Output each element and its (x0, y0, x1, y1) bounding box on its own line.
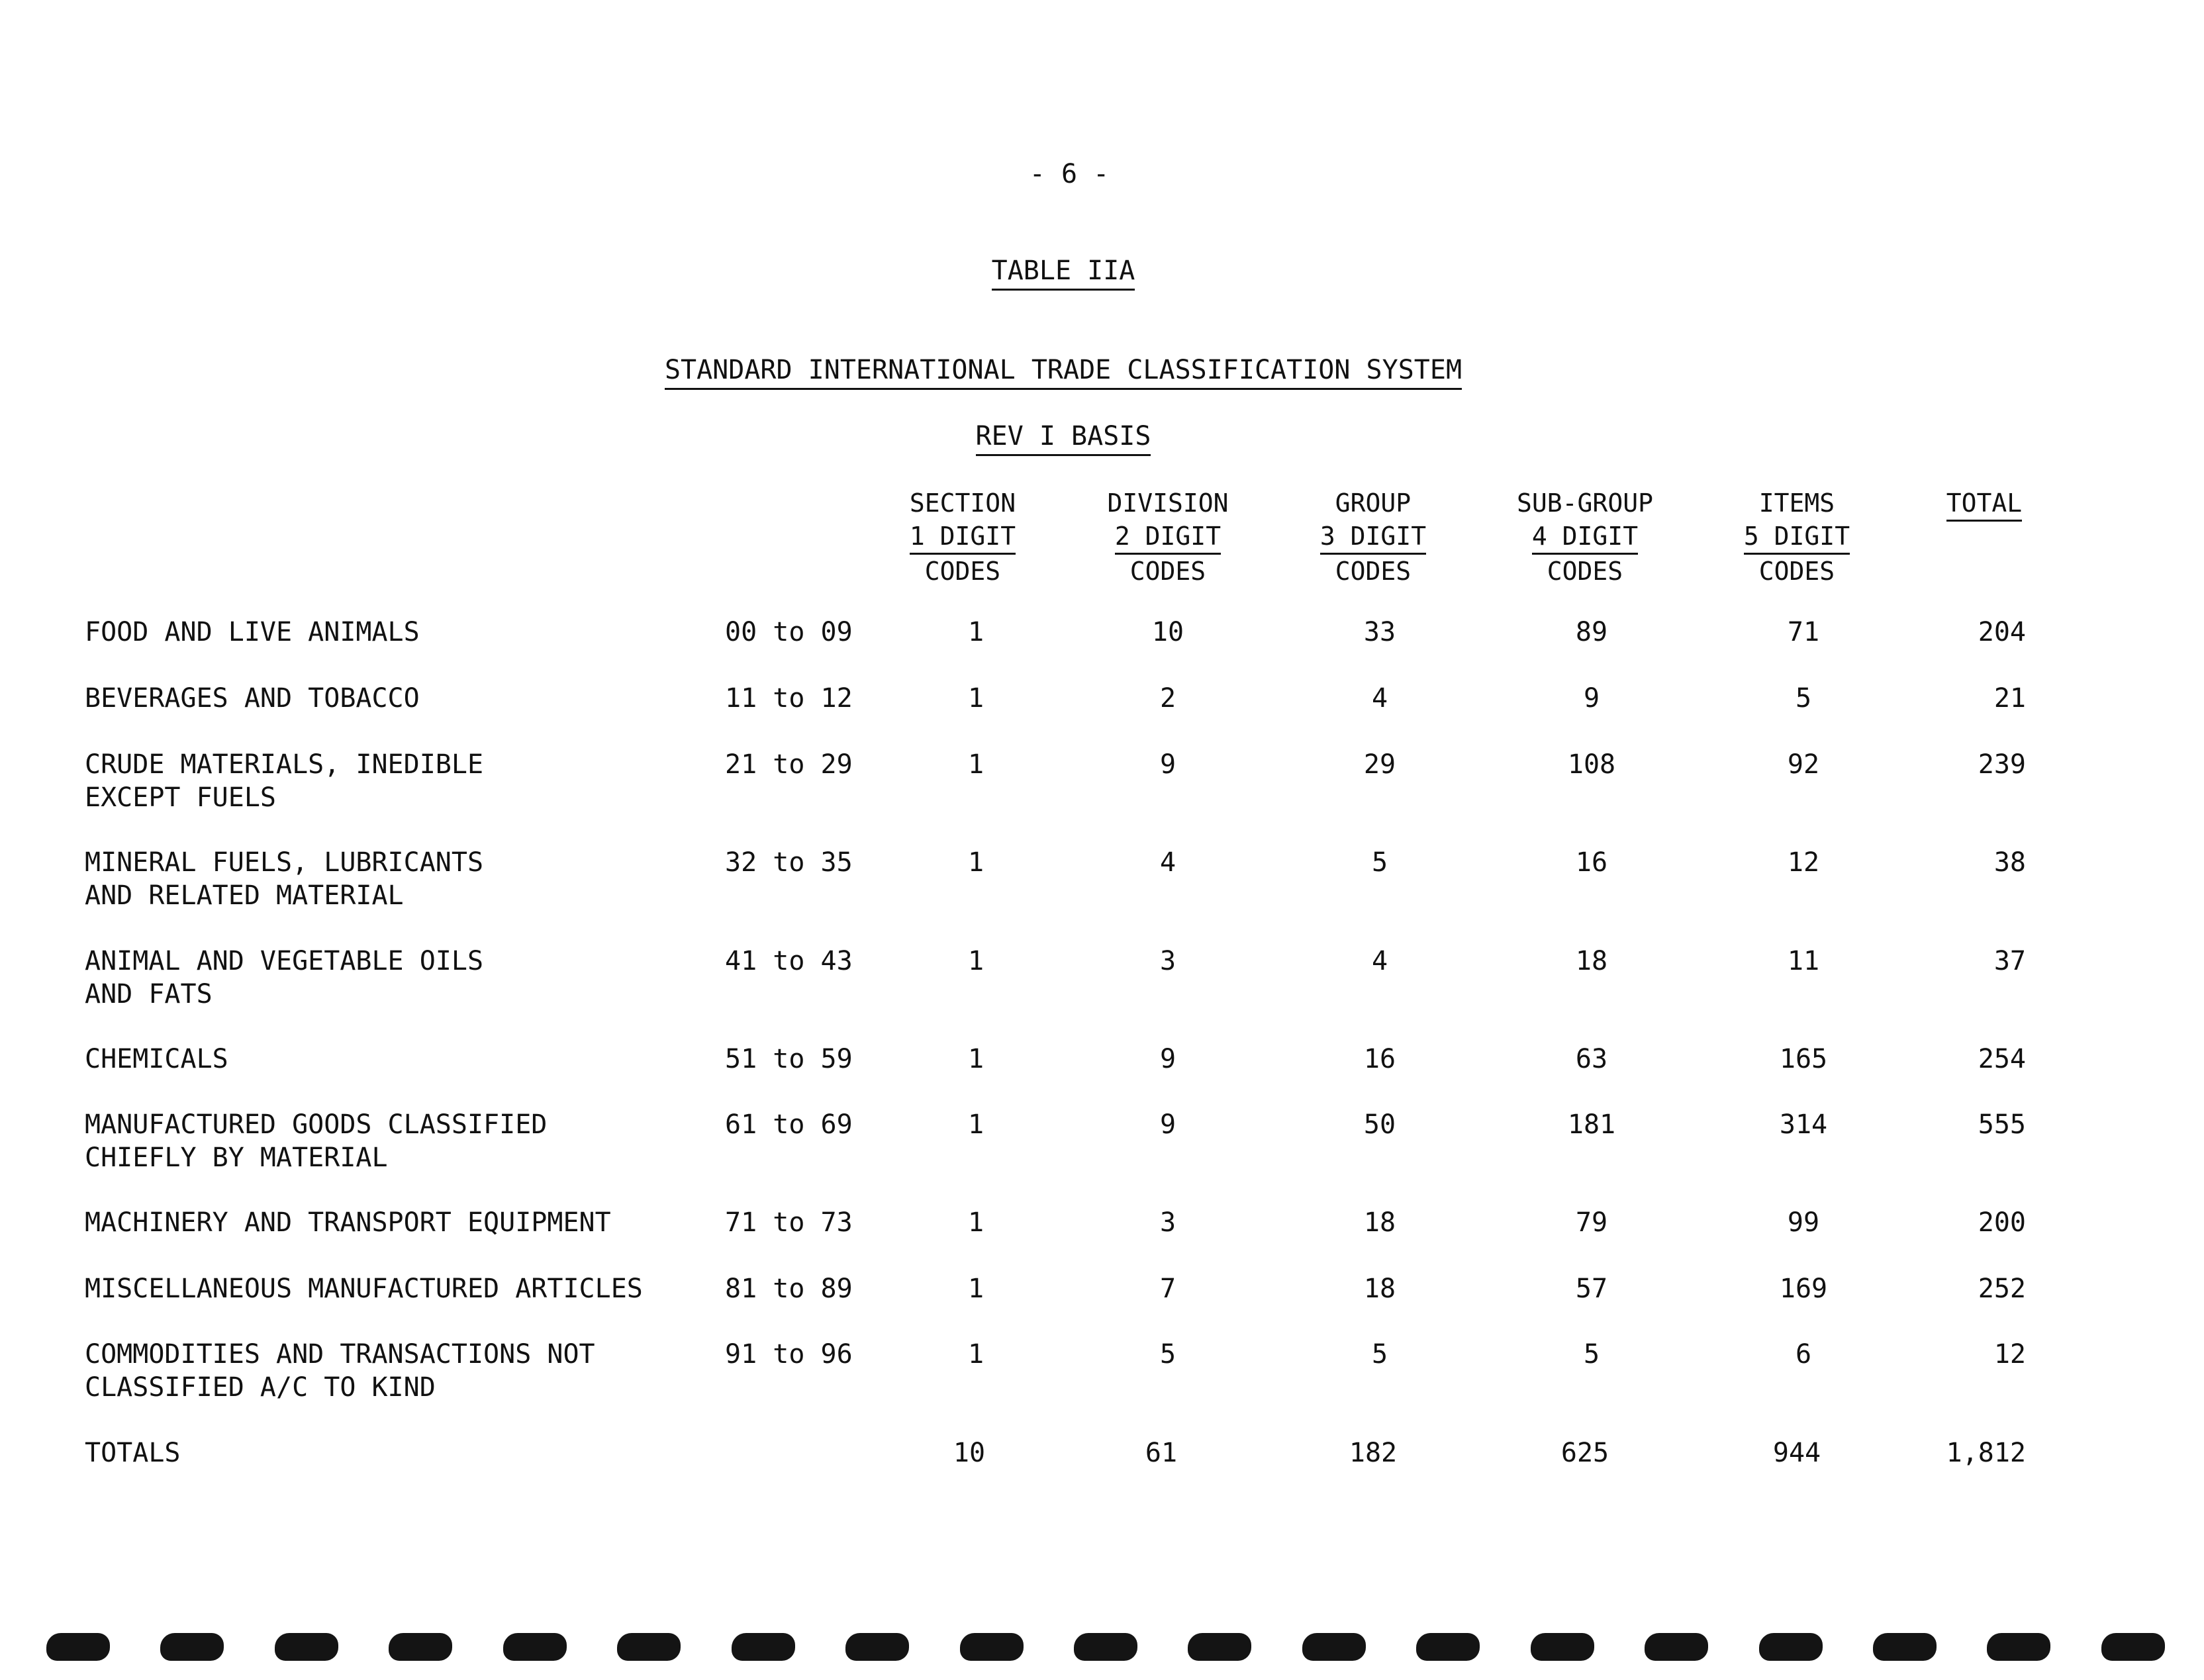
row-total: 254 (1978, 1044, 2026, 1074)
subgroup-count: 5 (1583, 1339, 1600, 1370)
division-count: 2 (1159, 683, 1176, 714)
scan-mark (1416, 1633, 1480, 1661)
table-row (0, 1206, 2204, 1279)
division-count: 10 (1151, 617, 1184, 647)
row-label: COMMODITIES AND TRANSACTIONS NOT CLASSIFIED A/C TO KIND (85, 1339, 595, 1403)
system-title: STANDARD INTERNATIONAL TRADE CLASSIFICATION SYSTEM (665, 355, 1462, 390)
row-total: 200 (1978, 1207, 2026, 1238)
items-count: 165 (1779, 1044, 1828, 1074)
items-count: 314 (1779, 1109, 1828, 1140)
items-total: 944 (1772, 1438, 1821, 1468)
code-range: 11 to 12 (725, 683, 853, 714)
scan-mark (1074, 1633, 1137, 1661)
column-header-line3: CODES (1758, 557, 1835, 586)
section-count: 1 (967, 1044, 984, 1074)
scan-mark (1645, 1633, 1708, 1661)
row-total: 555 (1978, 1109, 2026, 1140)
grand-total: 1,812 (1946, 1438, 2026, 1468)
column-header-division (1088, 487, 1247, 588)
subgroup-count: 57 (1575, 1274, 1608, 1304)
section-count: 1 (967, 749, 984, 780)
section-count: 1 (967, 1207, 984, 1238)
scan-mark (960, 1633, 1024, 1661)
code-range: 81 to 89 (725, 1274, 853, 1304)
table-row (0, 1043, 2204, 1115)
items-count: 11 (1787, 946, 1820, 976)
scan-mark (275, 1633, 338, 1661)
column-header-group (1300, 487, 1446, 588)
column-header-line1: SECTION (909, 489, 1016, 518)
scan-mark (1188, 1633, 1251, 1661)
column-header-subgroup (1506, 487, 1664, 588)
column-header-line2: 3 DIGIT (1320, 520, 1426, 555)
table-row (0, 1272, 2204, 1345)
subgroup-count: 89 (1575, 617, 1608, 647)
table-title-wrap (0, 256, 2127, 291)
column-header-line2: 5 DIGIT (1744, 520, 1850, 555)
group-count: 50 (1363, 1109, 1396, 1140)
division-count: 7 (1159, 1274, 1176, 1304)
column-header-line1: GROUP (1335, 489, 1412, 518)
items-count: 71 (1787, 617, 1820, 647)
subgroup-count: 79 (1575, 1207, 1608, 1238)
division-total: 61 (1145, 1438, 1178, 1468)
row-total: 12 (1993, 1339, 2026, 1370)
subgroup-count: 18 (1575, 946, 1608, 976)
section-count: 1 (967, 1339, 984, 1370)
column-header-line2: 2 DIGIT (1115, 520, 1221, 555)
group-count: 16 (1363, 1044, 1396, 1074)
code-range: 91 to 96 (725, 1339, 853, 1370)
system-title-wrap (0, 355, 2127, 390)
row-total: 21 (1993, 683, 2026, 714)
row-label: MANUFACTURED GOODS CLASSIFIED CHIEFLY BY MATERIAL (85, 1109, 548, 1173)
scan-mark (1759, 1633, 1823, 1661)
division-count: 9 (1159, 749, 1176, 780)
group-count: 4 (1371, 683, 1388, 714)
division-count: 3 (1159, 1207, 1176, 1238)
row-total: 37 (1993, 946, 2026, 976)
subgroup-count: 63 (1575, 1044, 1608, 1074)
scan-mark (1987, 1633, 2050, 1661)
row-label: MINERAL FUELS, LUBRICANTS AND RELATED MATERIAL (85, 847, 484, 911)
section-count: 1 (967, 946, 984, 976)
table-row (0, 945, 2204, 1017)
column-header-line2: TOTAL (1946, 487, 2022, 522)
row-label: BEVERAGES AND TOBACCO (85, 683, 420, 714)
page-number: - 6 - (1029, 159, 1110, 189)
basis-title: REV I BASIS (976, 421, 1151, 456)
code-range: 41 to 43 (725, 946, 853, 976)
row-label: CRUDE MATERIALS, INEDIBLE EXCEPT FUELS (85, 749, 484, 813)
group-count: 5 (1371, 847, 1388, 878)
scan-mark (732, 1633, 795, 1661)
table-title: TABLE IIA (992, 256, 1135, 291)
table-row (0, 1338, 2204, 1411)
subgroup-count: 16 (1575, 847, 1608, 878)
column-header-line3: CODES (924, 557, 1001, 586)
row-label: MACHINERY AND TRANSPORT EQUIPMENT (85, 1207, 611, 1238)
column-header-line1: SUB-GROUP (1517, 489, 1653, 518)
scan-mark (617, 1633, 681, 1661)
table-row (0, 846, 2204, 919)
column-header-line3: CODES (1129, 557, 1206, 586)
group-total: 182 (1349, 1438, 1398, 1468)
column-header-line1: ITEMS (1758, 489, 1835, 518)
group-count: 29 (1363, 749, 1396, 780)
scan-mark (1873, 1633, 1937, 1661)
scan-mark (46, 1633, 110, 1661)
column-header-line1: DIVISION (1107, 489, 1229, 518)
items-count: 99 (1787, 1207, 1820, 1238)
scan-mark (503, 1633, 567, 1661)
row-total: 38 (1993, 847, 2026, 878)
division-count: 5 (1159, 1339, 1176, 1370)
column-header-section (896, 487, 1029, 588)
scan-mark (160, 1633, 224, 1661)
subgroup-count: 181 (1567, 1109, 1616, 1140)
basis-title-wrap (0, 421, 2127, 456)
scan-mark (1302, 1633, 1366, 1661)
items-count: 92 (1787, 749, 1820, 780)
scan-mark (845, 1633, 909, 1661)
scan-mark (2101, 1633, 2165, 1661)
subgroup-count: 108 (1567, 749, 1616, 780)
column-header-total (1928, 487, 2040, 522)
column-header-line2: 1 DIGIT (910, 520, 1016, 555)
table-row (0, 1108, 2204, 1181)
group-count: 18 (1363, 1274, 1396, 1304)
column-header-line3: CODES (1547, 557, 1623, 586)
scan-mark (1531, 1633, 1594, 1661)
division-count: 4 (1159, 847, 1176, 878)
scan-mark (389, 1633, 452, 1661)
group-count: 4 (1371, 946, 1388, 976)
row-label: FOOD AND LIVE ANIMALS (85, 617, 420, 647)
section-count: 1 (967, 617, 984, 647)
column-header-line2: 4 DIGIT (1532, 520, 1638, 555)
division-count: 3 (1159, 946, 1176, 976)
code-range: 71 to 73 (725, 1207, 853, 1238)
items-count: 6 (1795, 1339, 1812, 1370)
items-count: 169 (1779, 1274, 1828, 1304)
section-count: 1 (967, 847, 984, 878)
section-count: 1 (967, 683, 984, 714)
code-range: 21 to 29 (725, 749, 853, 780)
subgroup-total: 625 (1560, 1438, 1609, 1468)
items-count: 12 (1787, 847, 1820, 878)
division-count: 9 (1159, 1044, 1176, 1074)
subgroup-count: 9 (1583, 683, 1600, 714)
row-label: ANIMAL AND VEGETABLE OILS AND FATS (85, 946, 484, 1009)
row-total: 204 (1978, 617, 2026, 647)
items-count: 5 (1795, 683, 1812, 714)
group-count: 33 (1363, 617, 1396, 647)
row-total: 252 (1978, 1274, 2026, 1304)
column-header-items (1731, 487, 1863, 588)
totals-row (0, 1436, 2204, 1509)
table-row (0, 616, 2204, 688)
row-total: 239 (1978, 749, 2026, 780)
table-row (0, 748, 2204, 821)
group-count: 18 (1363, 1207, 1396, 1238)
scan-marks (46, 1627, 2165, 1667)
code-range: 32 to 35 (725, 847, 853, 878)
code-range: 61 to 69 (725, 1109, 853, 1140)
section-count: 1 (967, 1109, 984, 1140)
row-label: CHEMICALS (85, 1044, 228, 1074)
division-count: 9 (1159, 1109, 1176, 1140)
table-row (0, 682, 2204, 755)
code-range: 51 to 59 (725, 1044, 853, 1074)
column-header-line3: CODES (1335, 557, 1412, 586)
row-label: MISCELLANEOUS MANUFACTURED ARTICLES (85, 1274, 643, 1304)
code-range: 00 to 09 (725, 617, 853, 647)
group-count: 5 (1371, 1339, 1388, 1370)
section-total: 10 (953, 1438, 986, 1468)
totals-label: TOTALS (85, 1438, 181, 1468)
section-count: 1 (967, 1274, 984, 1304)
